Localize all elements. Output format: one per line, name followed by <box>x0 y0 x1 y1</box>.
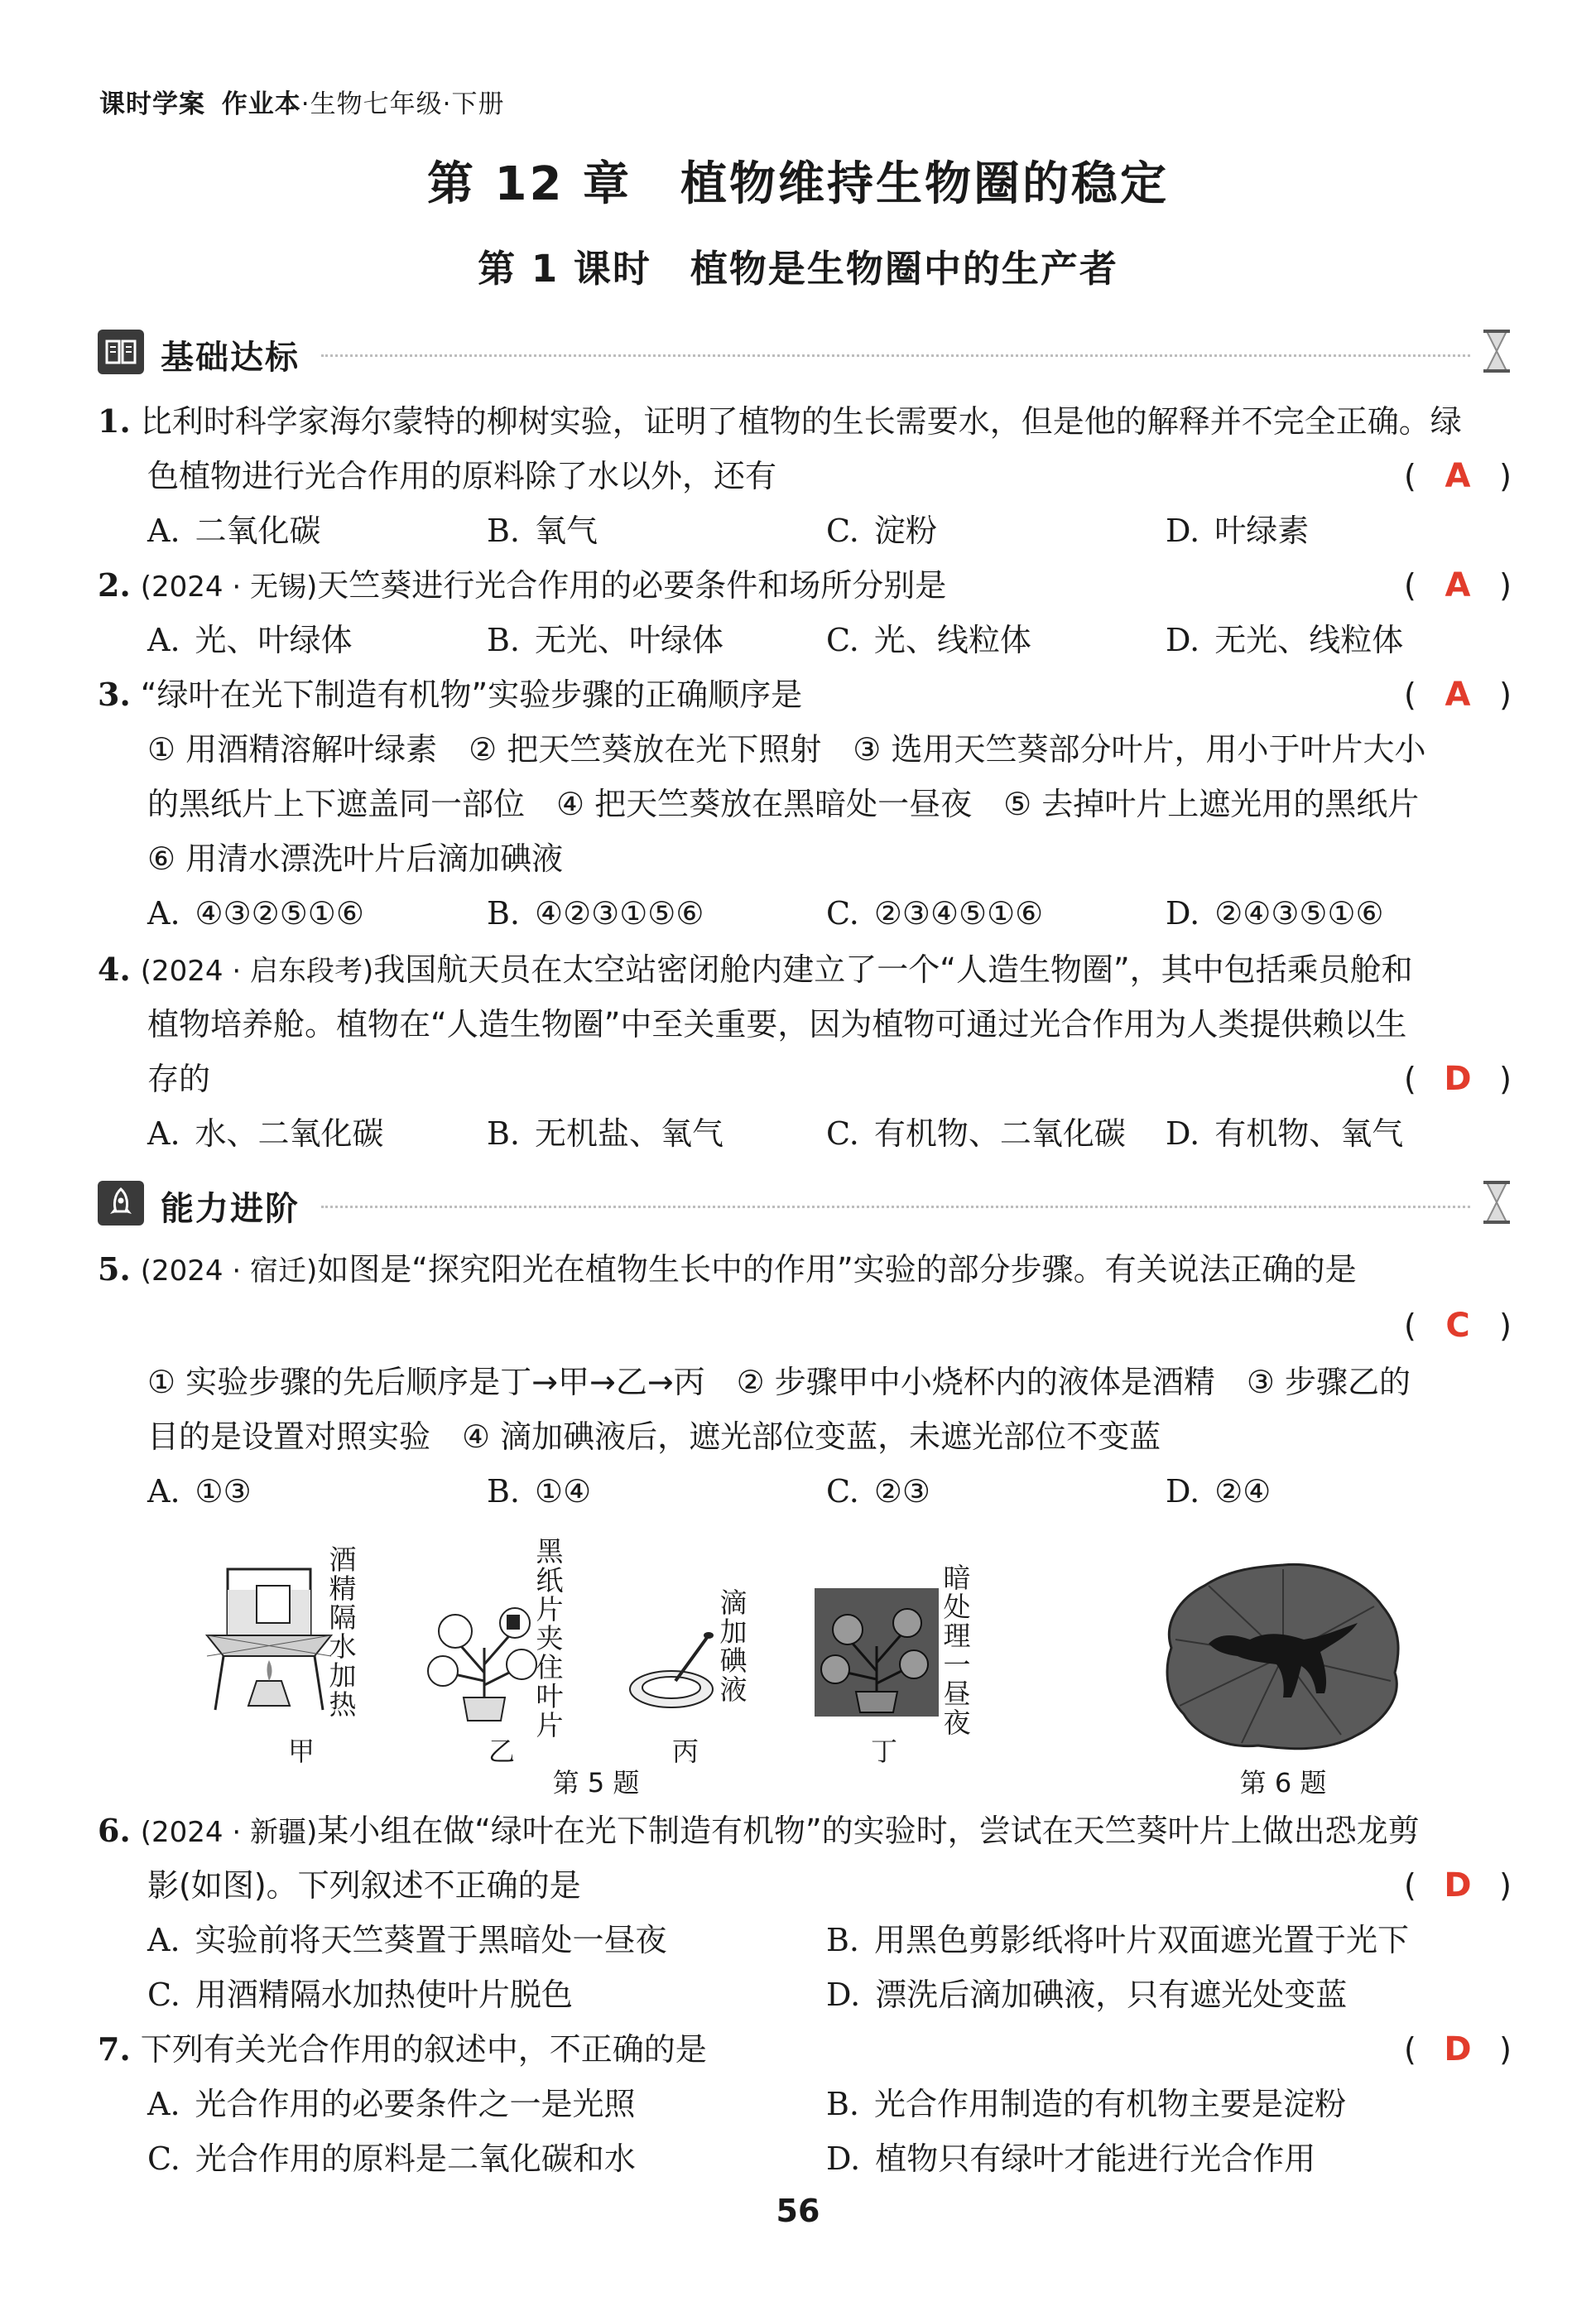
q4-option-d: D. 有机物、氧气 <box>1166 1115 1404 1152</box>
figure5-caption: 第 5 题 <box>552 1767 640 1799</box>
q4-option-a: A. 水、二氧化碳 <box>147 1115 384 1152</box>
figure-6-leaf-dinosaur <box>1159 1557 1407 1755</box>
figure-bing-petri-dish <box>626 1631 725 1714</box>
figure-jia-label: 甲 <box>287 1736 315 1767</box>
q5-source: (2024 · 宿迁) <box>140 1254 318 1288</box>
q4-answer-slot: ( D ) <box>1404 1052 1512 1106</box>
figure-jia-water-bath <box>199 1557 339 1714</box>
q6-answer-slot: ( D ) <box>1404 1858 1512 1913</box>
figure-ding-dark-box <box>815 1588 939 1717</box>
figure-ding-note: 暗处理一昼夜 <box>943 1562 971 1739</box>
q3-option-b: B. ④②③①⑤⑥ <box>487 895 704 932</box>
q5-option-c: C. ②③ <box>826 1473 930 1510</box>
q1-option-a: A. 二氧化碳 <box>147 513 321 549</box>
header-book: 作业本 <box>221 89 301 119</box>
section-divider <box>321 1206 1470 1208</box>
figure-yi-label: 乙 <box>488 1736 515 1767</box>
q5-option-a: A. ①③ <box>147 1473 252 1510</box>
q2-option-b: B. 无光、叶绿体 <box>487 622 724 658</box>
q2-option-a: A. 光、叶绿体 <box>147 622 353 658</box>
figure-bing-note: 滴加碘液 <box>719 1587 748 1706</box>
q1-option-b: B. 氧气 <box>487 513 598 549</box>
chapter-title: 第 12 章 植物维持生物圈的稳定 <box>427 157 1169 211</box>
q4-answer: D <box>1444 1060 1472 1098</box>
q6-option-b: B. 用黑色剪影纸将叶片双面遮光置于光下 <box>826 1922 1410 1958</box>
q5-answer-slot: ( C ) <box>1404 1298 1512 1353</box>
q7-line1: 7. 下列有关光合作用的叙述中，不正确的是 <box>98 2030 707 2068</box>
section-divider <box>321 354 1470 357</box>
q3-answer-slot: ( A ) <box>1404 667 1512 722</box>
q4-line2: 植物培养舱。植物在“人造生物圈”中至关重要，因为植物可通过光合作用为人类提供赖以生 <box>147 1006 1407 1043</box>
q3-line2: ① 用酒精溶解叶绿素 ② 把天竺葵放在光下照射 ③ 选用天竺葵部分叶片，用小于叶片大小 <box>147 731 1426 768</box>
hourglass-icon <box>1482 328 1512 374</box>
section-label: 能力进阶 <box>161 1190 300 1228</box>
q5-option-d: D. ②④ <box>1166 1473 1272 1510</box>
q5-line2: ① 实验步骤的先后顺序是丁→甲→乙→丙 ② 步骤甲中小烧杯内的液体是酒精 ③ 步骤乙的 <box>147 1364 1411 1400</box>
q3-option-c: C. ②③④⑤①⑥ <box>826 895 1044 932</box>
figure6-caption: 第 6 题 <box>1239 1767 1327 1799</box>
q3-line4: ⑥ 用清水漂洗叶片后滴加碘液 <box>147 840 564 877</box>
q7-answer: D <box>1444 2030 1472 2068</box>
section-basic <box>98 323 1512 381</box>
q4-line3: 存的 <box>147 1061 211 1097</box>
q1-option-c: C. 淀粉 <box>826 513 937 549</box>
header-subject: ·生物七年级·下册 <box>300 89 505 119</box>
q2-option-c: C. 光、线粒体 <box>826 622 1031 658</box>
figure-yi-note: 黑纸片夹住叶片 <box>536 1535 564 1741</box>
q6-line2: 影(如图)。下列叙述不正确的是 <box>147 1867 581 1904</box>
q2-option-d: D. 无光、线粒体 <box>1166 622 1404 658</box>
q2-answer: A <box>1445 566 1471 604</box>
q3-answer: A <box>1445 676 1471 714</box>
q2-source: (2024 · 无锡) <box>140 571 318 604</box>
q1-answer-slot: ( A ) <box>1404 449 1512 503</box>
page-header <box>99 83 505 120</box>
q5-line1: 5. (2024 · 宿迁)如图是“探究阳光在植物生长中的作用”实验的部分步骤。有关说法正确的是 <box>98 1250 1357 1288</box>
figure-bing-label: 丙 <box>671 1736 699 1767</box>
section-label: 基础达标 <box>161 339 300 377</box>
q5-answer: C <box>1445 1307 1470 1345</box>
q3-option-a: A. ④③②⑤①⑥ <box>147 895 364 932</box>
section-advanced <box>98 1174 1512 1232</box>
q7-option-a: A. 光合作用的必要条件之一是光照 <box>147 2086 636 2122</box>
book-icon <box>98 330 144 374</box>
figure-jia-note: 酒精隔水加热 <box>329 1543 357 1721</box>
q7-option-b: B. 光合作用制造的有机物主要是淀粉 <box>826 2086 1347 2122</box>
q7-option-c: C. 光合作用的原料是二氧化碳和水 <box>147 2140 636 2177</box>
q1-option-d: D. 叶绿素 <box>1166 513 1310 549</box>
lesson-title: 第 1 课时 植物是生物圈中的生产者 <box>478 247 1118 291</box>
q5-option-b: B. ①④ <box>487 1473 592 1510</box>
page-number: 56 <box>776 2193 820 2229</box>
q3-line3: 的黑纸片上下遮盖同一部位 ④ 把天竺葵放在黑暗处一昼夜 ⑤ 去掉叶片上遮光用的黑纸片 <box>147 786 1420 822</box>
q2-answer-slot: ( A ) <box>1404 558 1512 613</box>
q6-source: (2024 · 新疆) <box>140 1816 318 1849</box>
figure-ding-label: 丁 <box>870 1736 897 1767</box>
q1-line1: 1. 比利时科学家海尔蒙特的柳树实验，证明了植物的生长需要水，但是他的解释并不完全正确。绿 <box>98 402 1462 440</box>
q7-option-d: D. 植物只有绿叶才能进行光合作用 <box>826 2140 1316 2177</box>
q1-line2: 色植物进行光合作用的原料除了水以外，还有 <box>147 458 777 494</box>
q1-number: 1. <box>98 402 131 440</box>
q4-source: (2024 · 启东段考) <box>140 955 374 988</box>
q3-line1: 3. “绿叶在光下制造有机物”实验步骤的正确顺序是 <box>98 676 803 713</box>
figure-yi-potted-plant <box>422 1582 546 1722</box>
q2-line1: 2. (2024 · 无锡)天竺葵进行光合作用的必要条件和场所分别是 <box>98 566 947 604</box>
q3-option-d: D. ②④③⑤①⑥ <box>1166 895 1384 932</box>
q6-line1: 6. (2024 · 新疆)某小组在做“绿叶在光下制造有机物”的实验时，尝试在天竺葵叶片上做出恐龙剪 <box>98 1812 1420 1849</box>
q4-line1: 4. (2024 · 启东段考)我国航天员在太空站密闭舱内建立了一个“人造生物圈”，其中包括乘员舱和 <box>98 951 1413 988</box>
q6-option-c: C. 用酒精隔水加热使叶片脱色 <box>147 1977 573 2013</box>
q4-option-c: C. 有机物、二氧化碳 <box>826 1115 1126 1152</box>
header-series: 课时学案 <box>99 89 205 119</box>
q5-line3: 目的是设置对照实验 ④ 滴加碘液后，遮光部位变蓝，未遮光部位不变蓝 <box>147 1418 1161 1455</box>
q1-answer: A <box>1445 457 1471 495</box>
q6-option-a: A. 实验前将天竺葵置于黑暗处一昼夜 <box>147 1922 667 1958</box>
hourglass-icon <box>1482 1179 1512 1226</box>
q7-answer-slot: ( D ) <box>1404 2022 1512 2077</box>
q6-answer: D <box>1444 1866 1472 1904</box>
q4-option-b: B. 无机盐、氧气 <box>487 1115 724 1152</box>
rocket-icon <box>98 1181 144 1226</box>
q6-option-d: D. 漂洗后滴加碘液，只有遮光处变蓝 <box>826 1977 1348 2013</box>
